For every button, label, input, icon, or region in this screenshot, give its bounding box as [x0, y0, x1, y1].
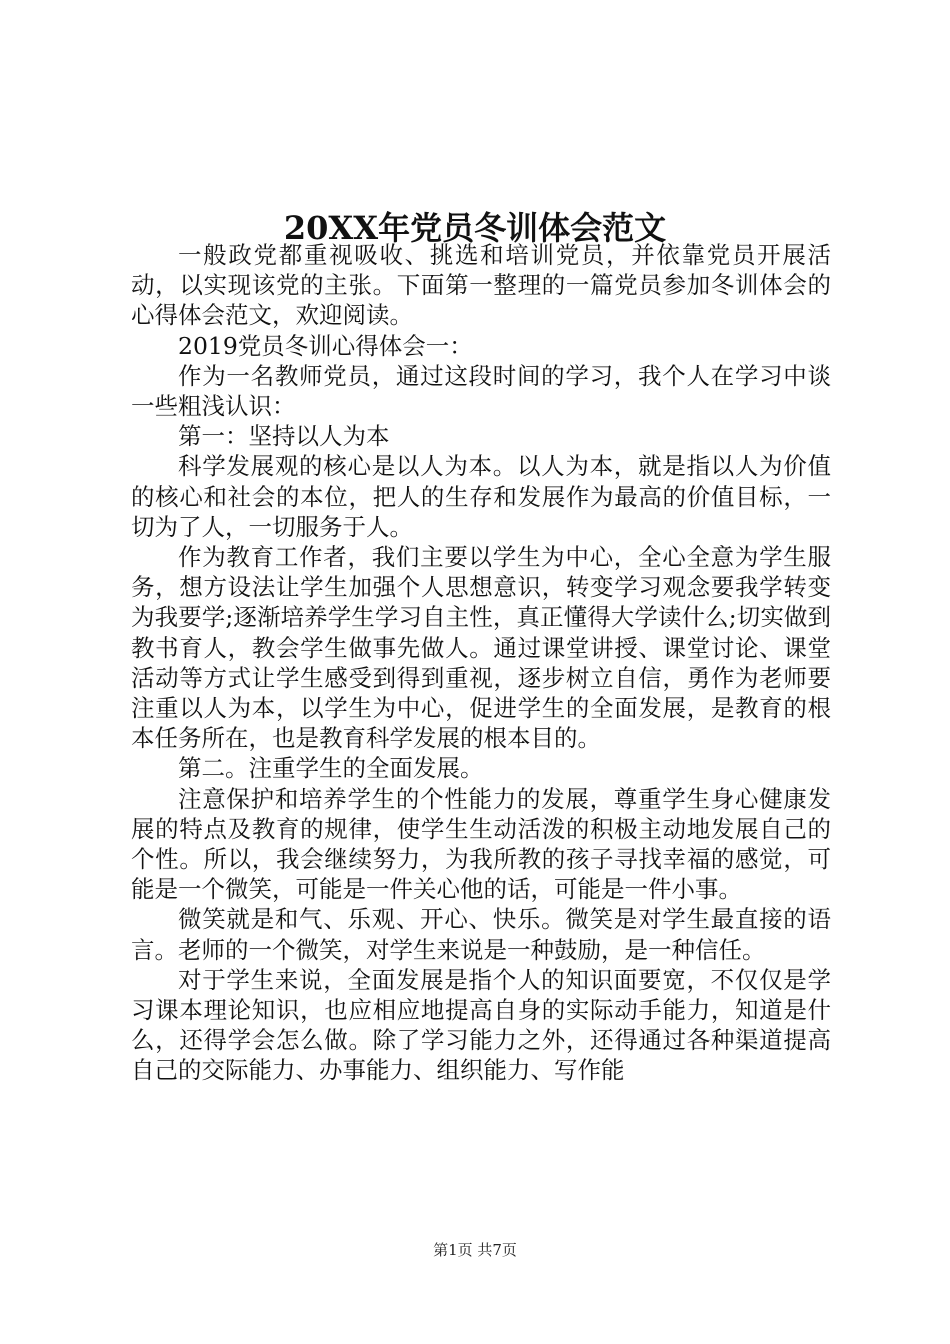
paragraph: 注意保护和培养学生的个性能力的发展，尊重学生身心健康发展的特点及教育的规律，使学生生动活泼的积极主动地发展自己的个性。所以，我会继续努力，为我所教的孩子寻找幸福的感觉，可能是一个微笑，可能是一件关心他的话，可能是一件小事。 [131, 784, 831, 904]
paragraph: 科学发展观的核心是以人为本。以人为本，就是指以人为价值的核心和社会的本位，把人的生存和发展作为最高的价值目标，一切为了人，一切服务于人。 [131, 452, 831, 541]
paragraph: 对于学生来说，全面发展是指个人的知识面要宽，不仅仅是学习课本理论知识，也应相应地提高自身的实际动手能力，知道是什么，还得学会怎么做。除了学习能力之外，还得通过各种渠道提高自己的交际能力、办事能力、组织能力、写作能 [131, 965, 831, 1085]
paragraph: 一般政党都重视吸收、挑选和培训党员，并依靠党员开展活动，以实现该党的主张。下面第一整理的一篇党员参加冬训体会的心得体会范文，欢迎阅读。 [131, 241, 831, 330]
section-heading: 第二。注重学生的全面发展。 [178, 754, 484, 783]
document-title: 20XX年党员冬训体会范文 [283, 209, 667, 248]
document-body [131, 240, 831, 1086]
page-footer: 第1页 共7页 [433, 1241, 517, 1259]
paragraph: 作为一名教师党员，通过这段时间的学习，我个人在学习中谈一些粗浅认识： [131, 361, 831, 421]
paragraph: 微笑就是和气、乐观、开心、快乐。微笑是对学生最直接的语言。老师的一个微笑，对学生来说是一种鼓励，是一种信任。 [131, 905, 831, 964]
section-heading: 第一：坚持以人为本 [178, 422, 390, 451]
paragraph: 作为教育工作者，我们主要以学生为中心，全心全意为学生服务，想方设法让学生加强个人思想意识，转变学习观念要我学转变为我要学;逐渐培养学生学习自主性，真正懂得大学读什么;切实做到教书育人，教会学生做事先做人。通过课堂讲授、课堂讨论、课堂活动等方式让学生感受到得到重视，逐步树立自信，勇作为老师要注重以人为本，以学生为中心，促进学生的全面发展，是教育的根本任务所在，也是教育科学发展的根本目的。 [131, 543, 831, 753]
paragraph: 2019党员冬训心得体会一： [178, 331, 473, 360]
